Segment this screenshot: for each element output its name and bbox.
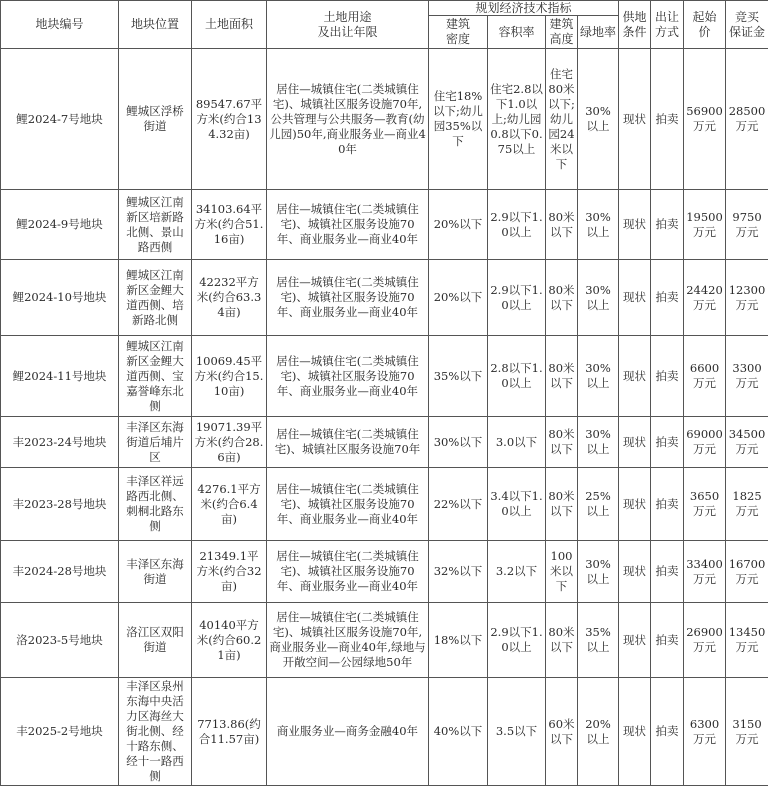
- cell-method: 拍卖: [651, 541, 684, 603]
- cell-deposit: 1825万元: [726, 468, 768, 541]
- cell-area: 34103.64平方米(约合51.16亩): [192, 190, 267, 260]
- cell-area: 21349.1平方米(约合32亩): [192, 541, 267, 603]
- cell-green: 30%以上: [578, 541, 619, 603]
- cell-far: 3.5以下: [488, 678, 546, 786]
- cell-area: 89547.67平方米(约合134.32亩): [192, 49, 267, 190]
- cell-density: 40%以下: [429, 678, 488, 786]
- cell-lot-no: 鲤2024-9号地块: [1, 190, 119, 260]
- cell-area: 7713.86(约合11.57亩): [192, 678, 267, 786]
- cell-location: 鲤城区浮桥街道: [119, 49, 192, 190]
- table-row: [1, 603, 768, 678]
- cell-location: 洛江区双阳街道: [119, 603, 192, 678]
- cell-use: 居住—城镇住宅(二类城镇住宅)、城镇社区服务设施70年: [267, 417, 429, 468]
- cell-supply: 现状: [619, 678, 651, 786]
- cell-supply: 现状: [619, 260, 651, 336]
- table-row: [1, 541, 768, 603]
- header-green-ratio: 绿地率: [578, 16, 619, 49]
- cell-green: 30%以上: [578, 260, 619, 336]
- cell-start-price: 3650万元: [684, 468, 726, 541]
- cell-use: 居住—城镇住宅(二类城镇住宅)、城镇社区服务设施70年、商业服务业—商业40年: [267, 260, 429, 336]
- cell-density: 20%以下: [429, 260, 488, 336]
- cell-area: 40140平方米(约合60.21亩): [192, 603, 267, 678]
- cell-method: 拍卖: [651, 260, 684, 336]
- cell-far: 3.4以下1.0以上: [488, 468, 546, 541]
- table-row: [1, 678, 768, 786]
- cell-area: 10069.45平方米(约合15.10亩): [192, 336, 267, 417]
- cell-height: 80米以下: [546, 190, 578, 260]
- cell-height: 80米以下: [546, 336, 578, 417]
- cell-location: 丰泽区东海街道后埔片区: [119, 417, 192, 468]
- cell-deposit: 13450万元: [726, 603, 768, 678]
- table-row: [1, 49, 768, 190]
- header-building-density: 建筑 密度: [429, 16, 488, 49]
- cell-supply: 现状: [619, 336, 651, 417]
- cell-supply: 现状: [619, 190, 651, 260]
- cell-density: 35%以下: [429, 336, 488, 417]
- cell-deposit: 34500万元: [726, 417, 768, 468]
- cell-height: 80米以下: [546, 603, 578, 678]
- cell-area: 42232平方米(约合63.34亩): [192, 260, 267, 336]
- cell-method: 拍卖: [651, 468, 684, 541]
- cell-start-price: 24420万元: [684, 260, 726, 336]
- table-row: [1, 260, 768, 336]
- cell-deposit: 16700万元: [726, 541, 768, 603]
- header-area: 土地面积: [192, 1, 267, 49]
- cell-height: 80米以下: [546, 260, 578, 336]
- cell-density: 32%以下: [429, 541, 488, 603]
- cell-supply: 现状: [619, 603, 651, 678]
- cell-density: 20%以下: [429, 190, 488, 260]
- cell-use: 商业服务业—商务金融40年: [267, 678, 429, 786]
- cell-lot-no: 丰2024-28号地块: [1, 541, 119, 603]
- cell-use: 居住—城镇住宅(二类城镇住宅)、城镇社区服务设施70年、商业服务业—商业40年: [267, 190, 429, 260]
- header-lot-no: 地块编号: [1, 1, 119, 49]
- cell-location: 鲤城区江南新区培新路北侧、景山路西侧: [119, 190, 192, 260]
- cell-far: 2.9以下1.0以上: [488, 190, 546, 260]
- cell-start-price: 69000万元: [684, 417, 726, 468]
- cell-far: 3.2以下: [488, 541, 546, 603]
- cell-far: 2.9以下1.0以上: [488, 603, 546, 678]
- cell-use: 居住—城镇住宅(二类城镇住宅)、城镇社区服务设施70年、商业服务业—商业40年: [267, 468, 429, 541]
- cell-location: 丰泽区东海街道: [119, 541, 192, 603]
- header-building-height: 建筑 高度: [546, 16, 578, 49]
- cell-lot-no: 鲤2024-7号地块: [1, 49, 119, 190]
- cell-density: 住宅18%以下;幼儿园35%以下: [429, 49, 488, 190]
- cell-location: 鲤城区江南新区金鲤大道西侧、宝嘉誉峰东北侧: [119, 336, 192, 417]
- header-deposit: 竞买 保证金: [726, 1, 768, 49]
- cell-start-price: 6600万元: [684, 336, 726, 417]
- cell-far: 2.8以下1.0以上: [488, 336, 546, 417]
- cell-method: 拍卖: [651, 417, 684, 468]
- cell-location: 鲤城区江南新区金鲤大道西侧、培新路北侧: [119, 260, 192, 336]
- cell-green: 30%以上: [578, 417, 619, 468]
- cell-green: 30%以上: [578, 49, 619, 190]
- cell-green: 25%以上: [578, 468, 619, 541]
- cell-location: 丰泽区泉州东海中央活力区海丝大街北侧、经十路东侧、经十一路西侧: [119, 678, 192, 786]
- cell-green: 30%以上: [578, 336, 619, 417]
- table-row: [1, 468, 768, 541]
- cell-green: 20%以上: [578, 678, 619, 786]
- header-start-price: 起始 价: [684, 1, 726, 49]
- header-supply-condition: 供地 条件: [619, 1, 651, 49]
- cell-deposit: 3150万元: [726, 678, 768, 786]
- cell-lot-no: 鲤2024-11号地块: [1, 336, 119, 417]
- cell-use: 居住—城镇住宅(二类城镇住宅)、城镇社区服务设施70年、商业服务业—商业40年: [267, 336, 429, 417]
- cell-far: 2.9以下1.0以上: [488, 260, 546, 336]
- cell-area: 19071.39平方米(约合28.6亩): [192, 417, 267, 468]
- cell-density: 18%以下: [429, 603, 488, 678]
- cell-start-price: 33400万元: [684, 541, 726, 603]
- cell-method: 拍卖: [651, 49, 684, 190]
- table-row: [1, 190, 768, 260]
- cell-deposit: 3300万元: [726, 336, 768, 417]
- cell-height: 80米以下: [546, 417, 578, 468]
- cell-start-price: 26900万元: [684, 603, 726, 678]
- cell-start-price: 6300万元: [684, 678, 726, 786]
- cell-lot-no: 丰2023-24号地块: [1, 417, 119, 468]
- header-plot-ratio: 容积率: [488, 16, 546, 49]
- cell-supply: 现状: [619, 541, 651, 603]
- cell-deposit: 28500万元: [726, 49, 768, 190]
- cell-start-price: 56900万元: [684, 49, 726, 190]
- cell-far: 住宅2.8以下1.0以上;幼儿园0.8以下0.75以上: [488, 49, 546, 190]
- header-location: 地块位置: [119, 1, 192, 49]
- cell-method: 拍卖: [651, 678, 684, 786]
- cell-lot-no: 洛2023-5号地块: [1, 603, 119, 678]
- cell-green: 30%以上: [578, 190, 619, 260]
- cell-supply: 现状: [619, 49, 651, 190]
- cell-deposit: 9750万元: [726, 190, 768, 260]
- cell-green: 35%以上: [578, 603, 619, 678]
- header-land-use: 土地用途 及出让年限: [267, 1, 429, 49]
- cell-lot-no: 鲤2024-10号地块: [1, 260, 119, 336]
- cell-lot-no: 丰2025-2号地块: [1, 678, 119, 786]
- cell-supply: 现状: [619, 468, 651, 541]
- cell-height: 60米以下: [546, 678, 578, 786]
- cell-density: 30%以下: [429, 417, 488, 468]
- cell-deposit: 12300万元: [726, 260, 768, 336]
- cell-method: 拍卖: [651, 336, 684, 417]
- header-transfer-method: 出让 方式: [651, 1, 684, 49]
- cell-method: 拍卖: [651, 190, 684, 260]
- cell-use: 居住—城镇住宅(二类城镇住宅)、城镇社区服务设施70年,公共管理与公共服务—教育(幼儿园)50年,商业服务业—商业40年: [267, 49, 429, 190]
- header-planning-indicators: 规划经济技术指标: [429, 1, 619, 16]
- cell-lot-no: 丰2023-28号地块: [1, 468, 119, 541]
- cell-area: 4276.1平方米(约合6.4亩): [192, 468, 267, 541]
- cell-far: 3.0以下: [488, 417, 546, 468]
- cell-supply: 现状: [619, 417, 651, 468]
- table-row: [1, 336, 768, 417]
- cell-method: 拍卖: [651, 603, 684, 678]
- cell-use: 居住—城镇住宅(二类城镇住宅)、城镇社区服务设施70年、商业服务业—商业40年: [267, 541, 429, 603]
- cell-height: 100米以下: [546, 541, 578, 603]
- cell-use: 居住—城镇住宅(二类城镇住宅)、城镇社区服务设施70年,商业服务业—商业40年,绿地与开敞空间—公园绿地50年: [267, 603, 429, 678]
- cell-height: 住宅80米以下;幼儿园24米以下: [546, 49, 578, 190]
- table-row: [1, 417, 768, 468]
- cell-height: 80米以下: [546, 468, 578, 541]
- cell-location: 丰泽区祥远路西北侧、刺桐北路东侧: [119, 468, 192, 541]
- cell-start-price: 19500万元: [684, 190, 726, 260]
- cell-density: 22%以下: [429, 468, 488, 541]
